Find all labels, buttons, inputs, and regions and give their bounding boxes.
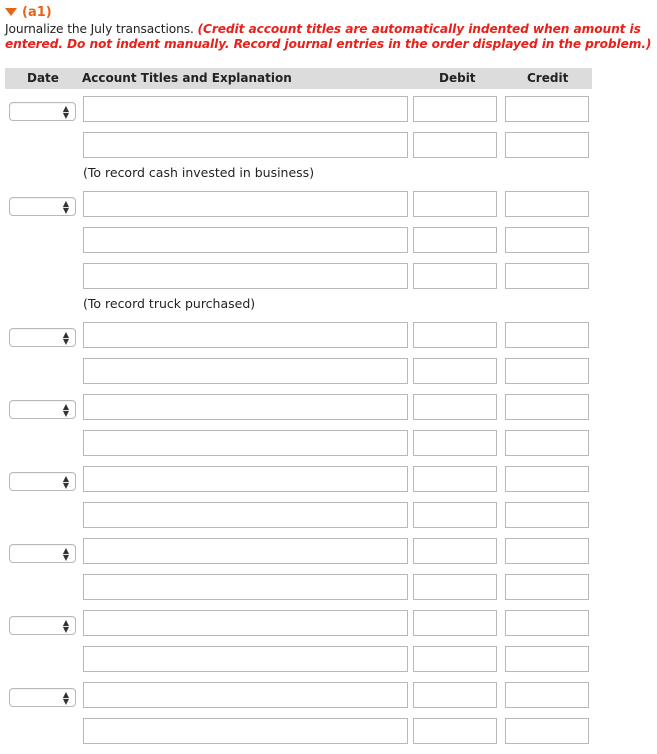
- journal-row: [0, 682, 657, 708]
- credit-input[interactable]: [505, 466, 589, 492]
- header-credit: Credit: [527, 71, 569, 85]
- journal-row: [0, 394, 657, 420]
- account-title-input[interactable]: [83, 574, 408, 600]
- journal-row: [0, 610, 657, 636]
- up-down-arrows-icon: ▲ ▼: [62, 546, 69, 562]
- journal-row: [0, 538, 657, 564]
- up-down-arrows-icon: ▲ ▼: [62, 474, 69, 490]
- instructions-note: (Credit account titles are automatically indented when amount is entered. Do not indent manually. Record journal entries in the order displayed in the problem.): [5, 22, 652, 51]
- date-select[interactable]: [9, 197, 76, 216]
- account-title-input[interactable]: [83, 610, 408, 636]
- credit-input[interactable]: [505, 322, 589, 348]
- account-title-input[interactable]: [83, 358, 408, 384]
- debit-input[interactable]: [413, 227, 497, 253]
- journal-row: [0, 502, 657, 528]
- account-title-input[interactable]: [83, 430, 408, 456]
- debit-input[interactable]: [413, 538, 497, 564]
- credit-input[interactable]: [505, 610, 589, 636]
- journal-row: [0, 191, 657, 217]
- header-account: Account Titles and Explanation: [82, 71, 292, 85]
- date-select[interactable]: [9, 544, 76, 563]
- credit-input[interactable]: [505, 263, 589, 289]
- journal-row: [0, 574, 657, 600]
- table-header: [5, 68, 592, 89]
- credit-input[interactable]: [505, 191, 589, 217]
- debit-input[interactable]: [413, 646, 497, 672]
- debit-input[interactable]: [413, 430, 497, 456]
- up-down-arrows-icon: ▲ ▼: [62, 330, 69, 346]
- up-down-arrows-icon: ▲ ▼: [62, 690, 69, 706]
- credit-input[interactable]: [505, 538, 589, 564]
- credit-input[interactable]: [505, 132, 589, 158]
- debit-input[interactable]: [413, 718, 497, 744]
- credit-input[interactable]: [505, 358, 589, 384]
- debit-input[interactable]: [413, 263, 497, 289]
- header-date: Date: [27, 71, 59, 85]
- date-select[interactable]: [9, 472, 76, 491]
- debit-input[interactable]: [413, 610, 497, 636]
- debit-input[interactable]: [413, 322, 497, 348]
- journal-row: [0, 358, 657, 384]
- account-title-input[interactable]: [83, 718, 408, 744]
- credit-input[interactable]: [505, 682, 589, 708]
- instructions-text: Journalize the July transactions.: [5, 22, 198, 36]
- journal-row: [0, 718, 657, 744]
- journal-row: [0, 263, 657, 289]
- journal-row: [0, 430, 657, 456]
- debit-input[interactable]: [413, 191, 497, 217]
- date-select[interactable]: [9, 688, 76, 707]
- credit-input[interactable]: [505, 430, 589, 456]
- account-title-input[interactable]: [83, 191, 408, 217]
- instructions: [5, 22, 653, 52]
- date-select[interactable]: [9, 328, 76, 347]
- account-title-input[interactable]: [83, 227, 408, 253]
- journal-row: [0, 96, 657, 122]
- debit-input[interactable]: [413, 132, 497, 158]
- credit-input[interactable]: [505, 227, 589, 253]
- credit-input[interactable]: [505, 718, 589, 744]
- date-select[interactable]: [9, 400, 76, 419]
- section-header[interactable]: [5, 3, 52, 21]
- debit-input[interactable]: [413, 394, 497, 420]
- credit-input[interactable]: [505, 394, 589, 420]
- debit-input[interactable]: [413, 574, 497, 600]
- account-title-input[interactable]: [83, 538, 408, 564]
- journal-row: [0, 322, 657, 348]
- explanation-cash-invested: (To record cash invested in business): [83, 165, 315, 180]
- debit-input[interactable]: [413, 682, 497, 708]
- up-down-arrows-icon: ▲ ▼: [62, 104, 69, 120]
- date-select[interactable]: [9, 616, 76, 635]
- date-select[interactable]: [9, 102, 76, 121]
- account-title-input[interactable]: [83, 132, 408, 158]
- account-title-input[interactable]: [83, 682, 408, 708]
- account-title-input[interactable]: [83, 502, 408, 528]
- credit-input[interactable]: [505, 96, 589, 122]
- header-debit: Debit: [439, 71, 476, 85]
- journal-row: [0, 227, 657, 253]
- account-title-input[interactable]: [83, 96, 408, 122]
- up-down-arrows-icon: ▲ ▼: [62, 199, 69, 215]
- journal-row: [0, 646, 657, 672]
- up-down-arrows-icon: ▲ ▼: [62, 402, 69, 418]
- account-title-input[interactable]: [83, 466, 408, 492]
- debit-input[interactable]: [413, 96, 497, 122]
- section-label: (a1): [22, 4, 52, 20]
- explanation-truck-purchased: (To record truck purchased): [83, 296, 256, 311]
- journal-row: [0, 132, 657, 158]
- debit-input[interactable]: [413, 502, 497, 528]
- credit-input[interactable]: [505, 574, 589, 600]
- account-title-input[interactable]: [83, 394, 408, 420]
- account-title-input[interactable]: [83, 322, 408, 348]
- journal-row: [0, 466, 657, 492]
- debit-input[interactable]: [413, 466, 497, 492]
- account-title-input[interactable]: [83, 263, 408, 289]
- credit-input[interactable]: [505, 646, 589, 672]
- up-down-arrows-icon: ▲ ▼: [62, 618, 69, 634]
- triangle-down-icon[interactable]: [5, 8, 17, 16]
- debit-input[interactable]: [413, 358, 497, 384]
- account-title-input[interactable]: [83, 646, 408, 672]
- credit-input[interactable]: [505, 502, 589, 528]
